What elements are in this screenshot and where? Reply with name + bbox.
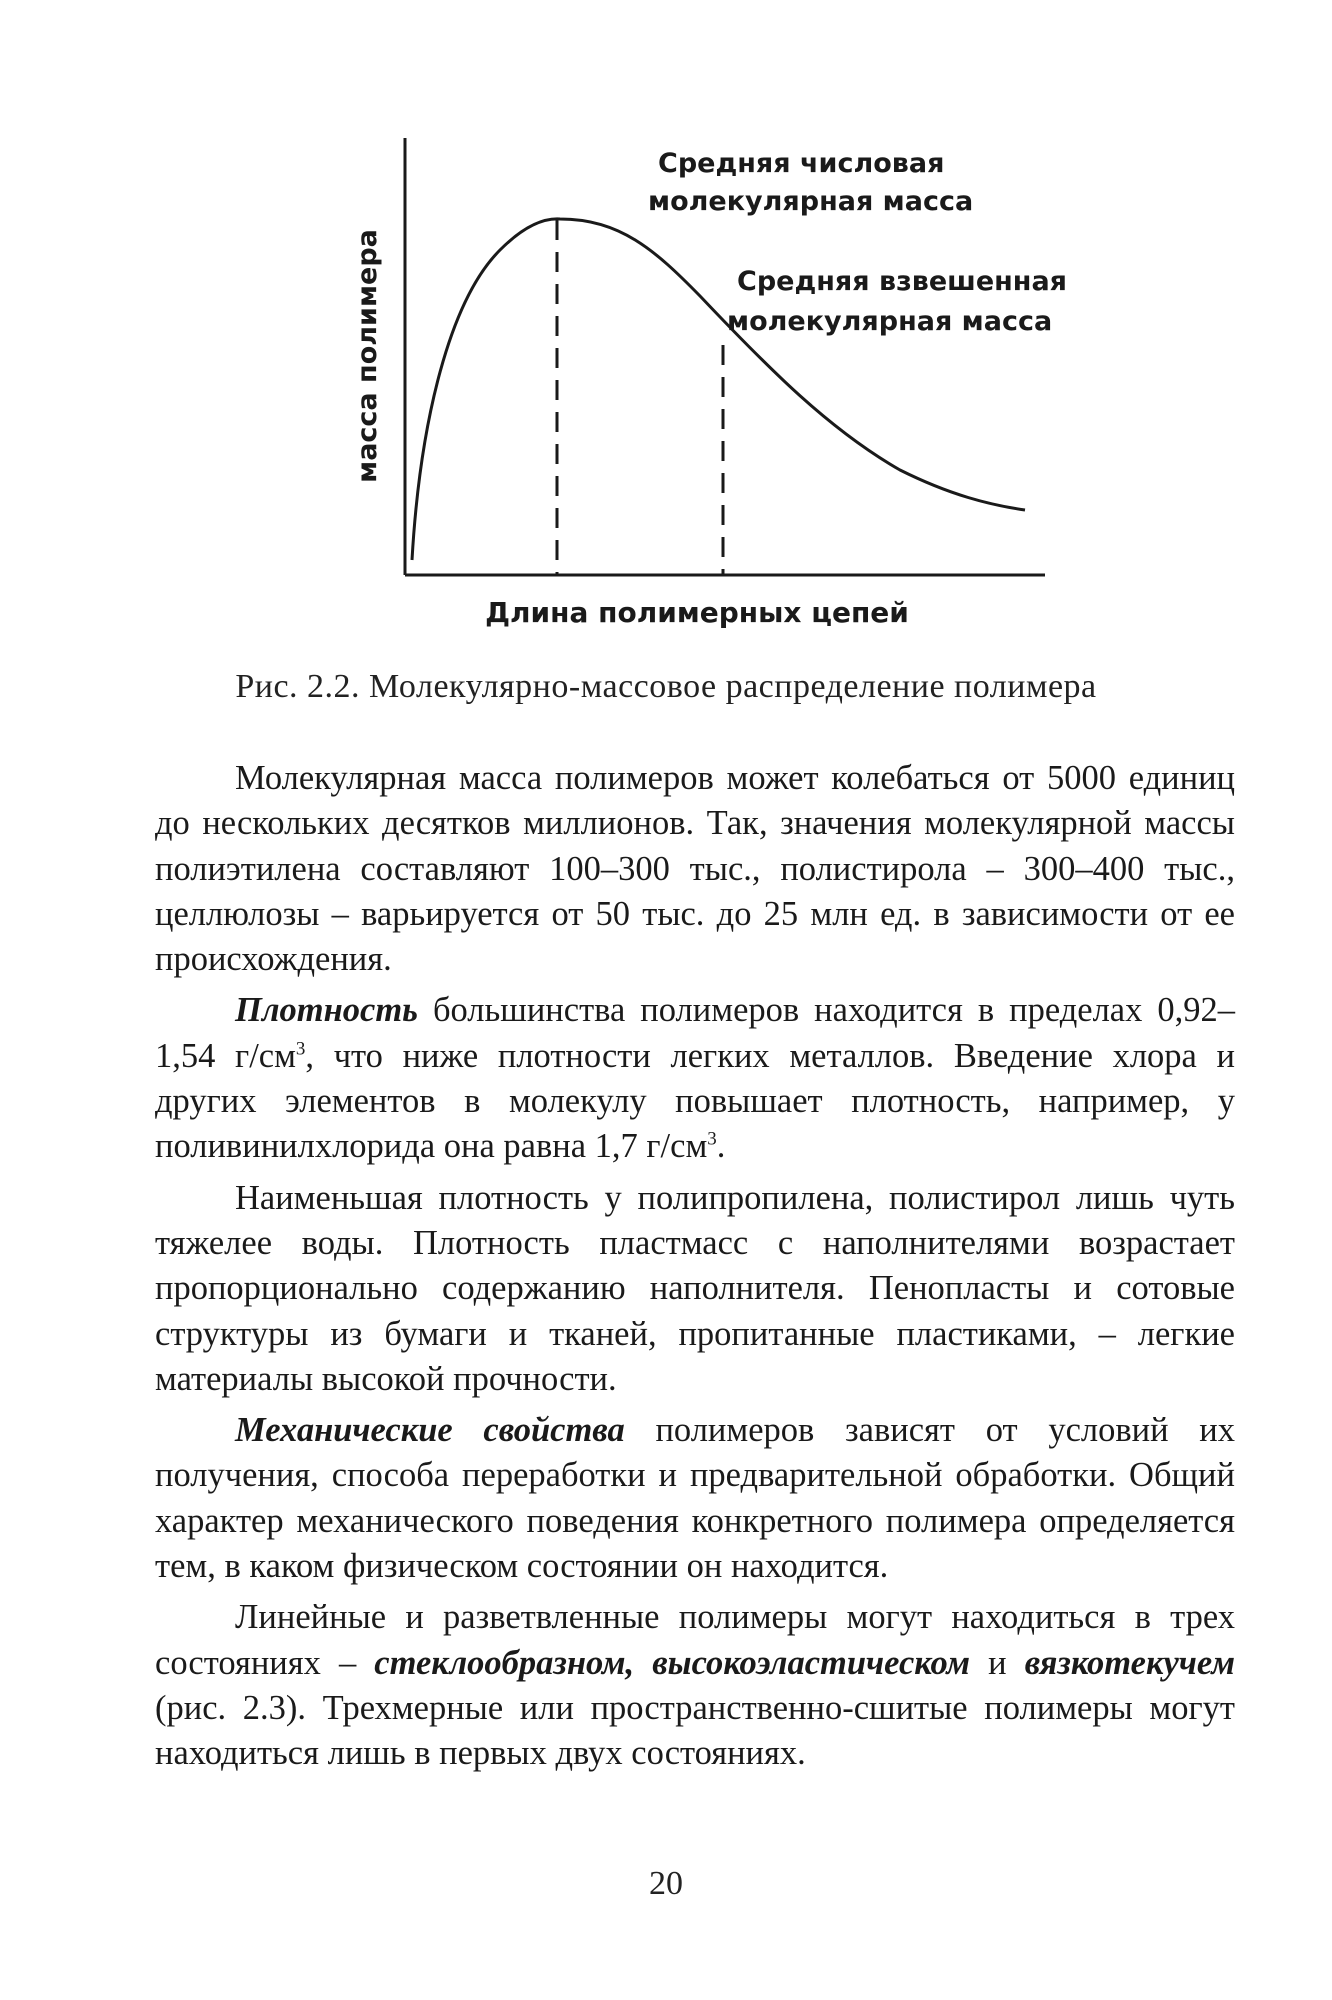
- paragraph-mechanical-properties: [155, 1408, 1235, 1589]
- emphasized-term: вязкотекучем: [1024, 1643, 1235, 1682]
- paragraph-density: [155, 988, 1235, 1169]
- y-axis-label: масса полимера: [352, 229, 383, 483]
- text-run: большинства полимеров находится в пределах 0,92–1,54 г/см: [155, 991, 1235, 1075]
- superscript: 3: [707, 1128, 717, 1150]
- text-run: (рис. 2.3). Трехмерные или пространственно-сшитые полимеры могут находиться лишь в первых двух состояниях.: [155, 1688, 1235, 1773]
- weight-average-label-line-2: молекулярная масса: [727, 306, 1053, 337]
- text-run: и: [970, 1643, 1025, 1682]
- text-run: Линейные и разветвленные полимеры могут находиться в трех состояниях –: [155, 1598, 1235, 1682]
- text-run: Молекулярная масса полимеров может колебаться от 5000 единиц до нескольких десятков миллионов. Так, значения молекулярной массы полиэтилена составляют 100–300 тыс., полистирола – 300–400 тыс., целлюлозы – варьируется от 50 тыс. до 25 млн ед. в зависимости от ее происхождения.: [155, 759, 1235, 979]
- emphasized-term: стеклообразном, высокоэластическом: [374, 1643, 971, 1682]
- superscript: 3: [295, 1038, 306, 1060]
- text-run: Наименьшая плотность у полипропилена, полистирол лишь чуть тяжелее воды. Плотность пластмасс с наполнителями возрастает пропорционально содержанию наполнителя. Пенопласты и сотовые структуры из бумаги и тканей, пропитанные пластиками, – легкие материалы высокой прочности.: [155, 1178, 1235, 1398]
- page-number: 20: [649, 1865, 683, 1902]
- figure-caption: Рис. 2.2. Молекулярно-массовое распределение полимера: [235, 668, 1097, 705]
- text-run: , что ниже плотности легких металлов. Введение хлора и других элементов в молекулу повышает плотность, например, у поливинилхлорида она равна 1,7 г/см: [155, 1036, 1235, 1166]
- text-run: полимеров зависят от условий их получения, способа переработки и предварительной обработки. Общий характер механического поведения конкретного полимера определяется тем, в каком физическом состоянии он находится.: [155, 1411, 1236, 1586]
- emphasized-term: Плотность: [235, 991, 418, 1030]
- number-average-label-line-1: Средняя числовая: [658, 148, 945, 179]
- weight-average-label-line-1: Средняя взвешенная: [737, 266, 1068, 297]
- paragraph-molecular-mass: [155, 756, 1235, 982]
- emphasized-term: Механические свойства: [235, 1411, 625, 1450]
- x-axis-label: Длина полимерных цепей: [485, 596, 909, 629]
- paragraph-physical-states: [155, 1595, 1235, 1776]
- number-average-label-line-2: молекулярная масса: [648, 186, 974, 217]
- molecular-weight-distribution-figure: [0, 0, 1332, 640]
- body-text: [155, 756, 1235, 1783]
- paragraph-lowest-density: [155, 1176, 1235, 1402]
- text-run: .: [716, 1127, 726, 1166]
